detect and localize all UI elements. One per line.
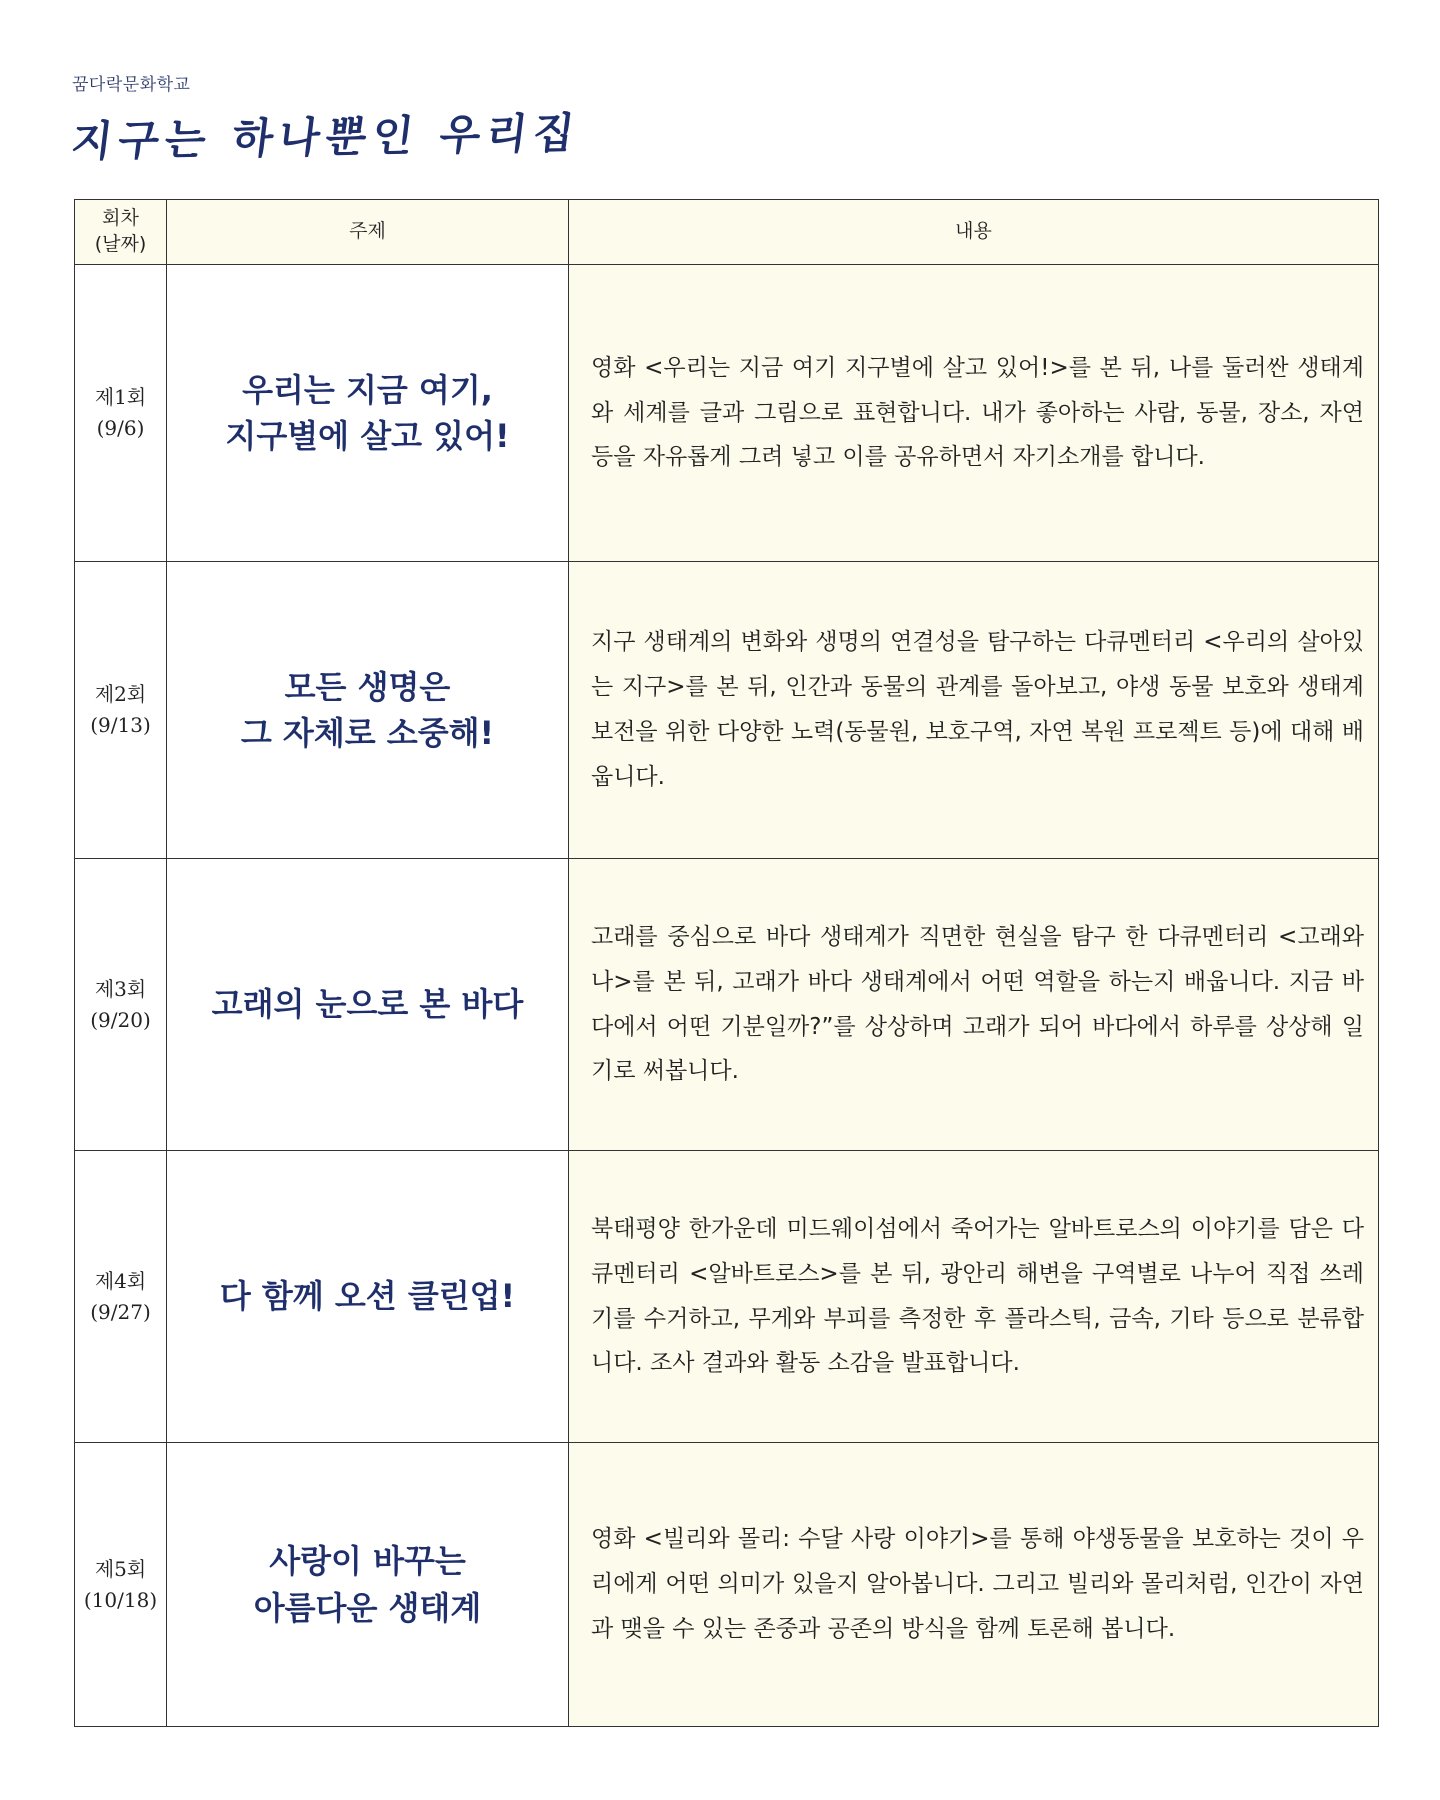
topic-cell xyxy=(167,265,569,562)
topic-line: 모든 생명은 xyxy=(284,667,451,706)
topic-line: 사랑이 바꾸는 xyxy=(269,1542,466,1581)
header-content: 내용 xyxy=(569,200,1379,265)
content-cell: 고래를 중심으로 바다 생태계가 직면한 현실을 탐구 한 다큐멘터리 <고래와 나>를 본 뒤, 고래가 바다 생태계에서 어떤 역할을 하는지 배웁니다. 지금 바다에서 어떤 기분일까?”를 상상하며 고래가 되어 바다에서 하루를 상상해 일기로 써봅니다. xyxy=(569,859,1379,1151)
session-number: 제4회 xyxy=(94,1268,147,1293)
content-cell: 지구 생태계의 변화와 생명의 연결성을 탐구하는 다큐멘터리 <우리의 살아있는 지구>를 본 뒤, 인간과 동물의 관계를 돌아보고, 야생 동물 보호와 생태계 보전을 위한 다양한 노력(동물원, 보호구역, 자연 복원 프로젝트 등)에 대해 배웁니다. xyxy=(569,562,1379,859)
session-number: 제5회 xyxy=(94,1556,147,1581)
session-date: (10/18) xyxy=(83,1587,158,1612)
table-row xyxy=(75,1443,1379,1727)
content-cell: 영화 <빌리와 몰리: 수달 사랑 이야기>를 통해 야생동물을 보호하는 것이 우리에게 어떤 의미가 있을지 알아봅니다. 그리고 빌리와 몰리처럼, 인간이 자연과 맺을 수 있는 존중과 공존의 방식을 함께 토론해 봅니다. xyxy=(569,1443,1379,1727)
topic-line: 고래의 눈으로 본 바다 xyxy=(211,985,524,1024)
table-row xyxy=(75,562,1379,859)
header-session xyxy=(75,200,167,265)
table-row xyxy=(75,859,1379,1151)
session-cell xyxy=(75,562,167,859)
session-number: 제2회 xyxy=(94,682,147,706)
header-date-label: (날짜) xyxy=(94,233,147,255)
session-number: 제3회 xyxy=(94,976,147,1001)
session-cell xyxy=(75,1151,167,1443)
header-session-label: 회차 xyxy=(102,207,139,230)
table-header-row xyxy=(75,200,1379,265)
school-name: 꿈다락문화학교 xyxy=(72,75,191,95)
topic-cell xyxy=(167,562,569,859)
topic-line: 아름다운 생태계 xyxy=(253,1588,482,1627)
session-cell xyxy=(75,1443,167,1727)
content-cell: 북태평양 한가운데 미드웨이섬에서 죽어가는 알바트로스의 이야기를 담은 다큐멘터리 <알바트로스>를 본 뒤, 광안리 해변을 구역별로 나누어 직접 쓰레기를 수거하고, 무게와 부피를 측정한 후 플라스틱, 금속, 기타 등으로 분류합니다. 조사 결과와 활동 소감을 발표합니다. xyxy=(569,1151,1379,1443)
header-topic: 주제 xyxy=(167,200,569,265)
session-date: (9/13) xyxy=(90,713,151,737)
topic-cell xyxy=(167,1443,569,1727)
session-date: (9/6) xyxy=(96,416,145,440)
session-date: (9/27) xyxy=(90,1299,151,1324)
content-cell: 영화 <우리는 지금 여기 지구별에 살고 있어!>를 본 뒤, 나를 둘러싼 생태계와 세계를 글과 그림으로 표현합니다. 내가 좋아하는 사람, 동물, 장소, 자연 등을 자유롭게 그려 넣고 이를 공유하면서 자기소개를 합니다. xyxy=(569,265,1379,562)
topic-line: 우리는 지금 여기, xyxy=(242,370,493,409)
page-header xyxy=(68,70,583,169)
session-cell xyxy=(75,265,167,562)
topic-line: 지구별에 살고 있어! xyxy=(225,417,510,455)
topic-line: 다 함께 오션 클린업! xyxy=(219,1277,516,1316)
session-cell xyxy=(75,859,167,1151)
session-number: 제1회 xyxy=(94,385,147,409)
topic-cell xyxy=(167,1151,569,1443)
table-row xyxy=(75,1151,1379,1443)
session-date: (9/20) xyxy=(90,1007,151,1032)
topic-cell xyxy=(167,859,569,1151)
table-row xyxy=(75,265,1379,562)
topic-line: 그 자체로 소중해! xyxy=(240,714,495,752)
schedule-table xyxy=(74,199,1379,1727)
page-title: 지구는 하나뿐인 우리집 xyxy=(68,108,583,166)
